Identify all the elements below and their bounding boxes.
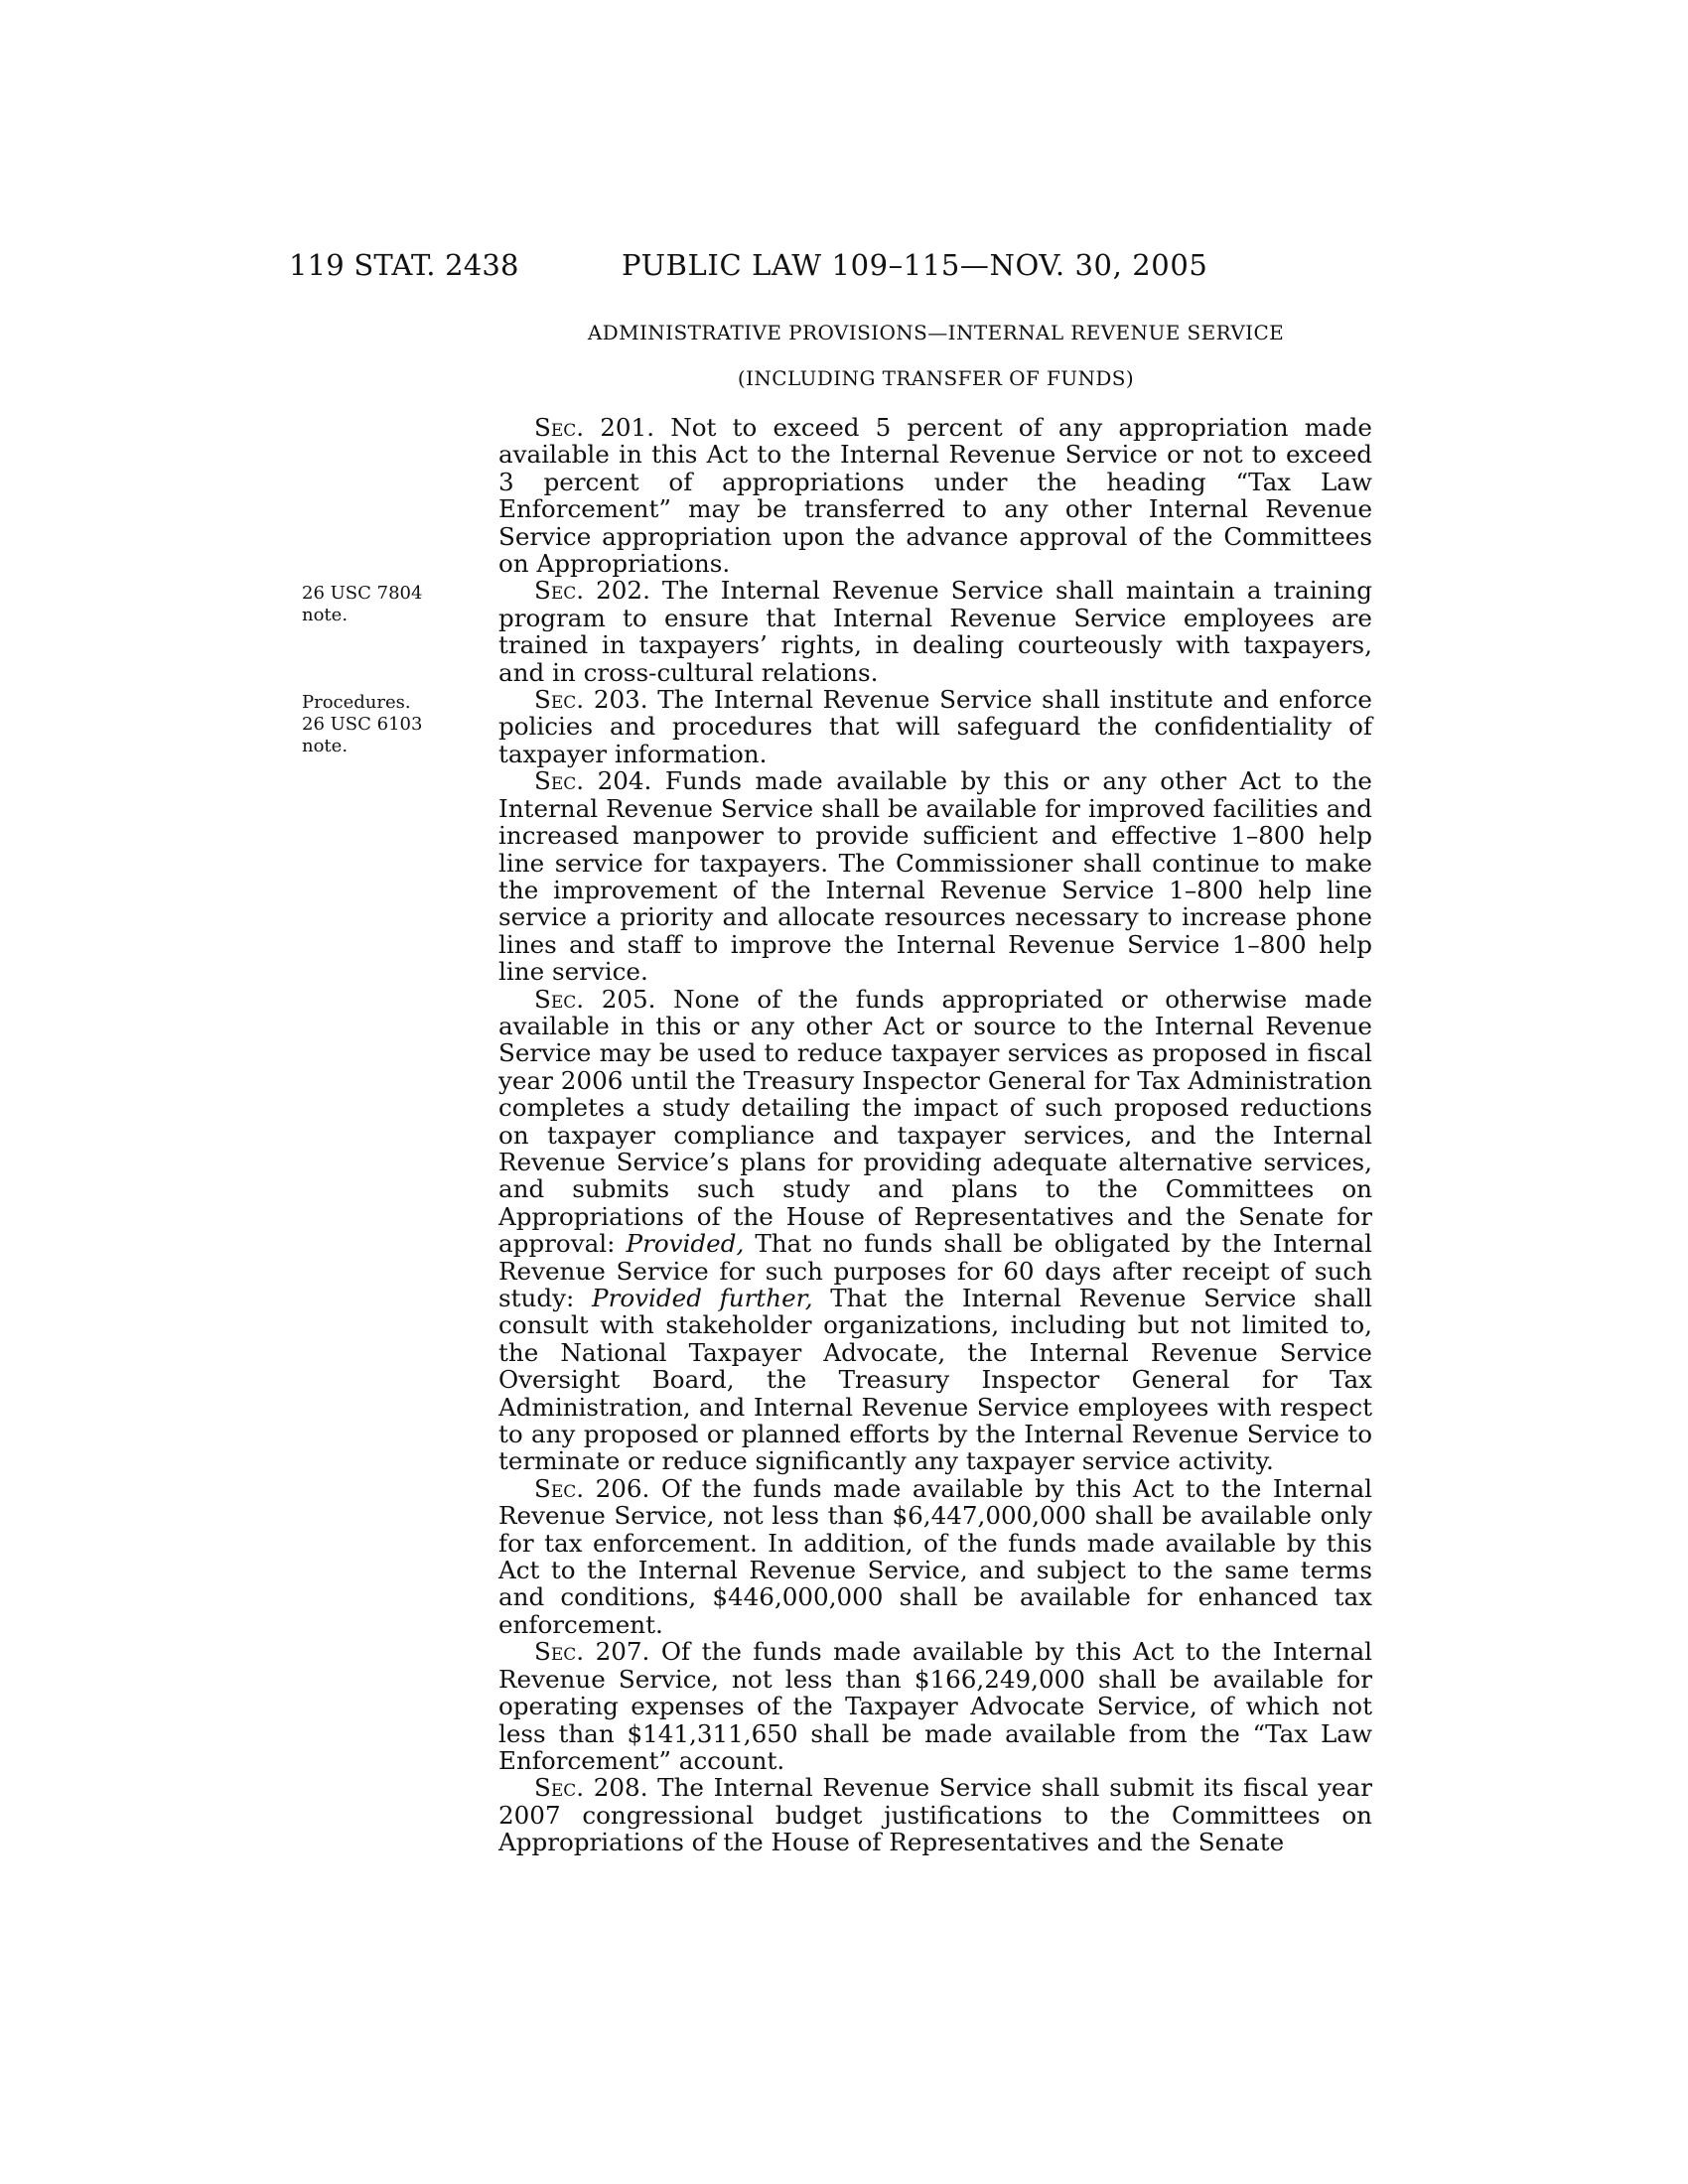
running-head xyxy=(0,248,1688,288)
section-205 xyxy=(498,986,1372,1475)
statute-body xyxy=(498,414,1372,1856)
section-text: The Internal Revenue Service shall institute and enforce policies and procedures that will safeguard the confidentiality of taxpayer information. xyxy=(498,685,1372,768)
section-label: Sec. xyxy=(534,984,585,1014)
section-number: 205. xyxy=(601,984,656,1014)
section-text: The Internal Revenue Service shall maintain a training program to ensure that Internal Revenue Service employees are trained in taxpayers’ rights, in dealing courteously with taxpayers, and in cross-cultural relations. xyxy=(498,576,1372,687)
section-text: That the Internal Revenue Service shall consult with stakeholder organizations, including but not limited to, the National Taxpayer Advocate, the Internal Revenue Service Oversight Board, the Treasury Inspector General for Tax Administration, and Internal Revenue Service employees with respect to any proposed or planned efforts by the Internal Revenue Service to terminate or reduce significantly any taxpayer service activity. xyxy=(498,1284,1372,1476)
section-label: Sec. xyxy=(534,1773,585,1803)
section-202 xyxy=(498,577,1372,686)
section-number: 207. xyxy=(595,1637,650,1667)
margin-note-line: Procedures. xyxy=(302,692,411,713)
section-text: None of the funds appropriated or otherwise made available in this or any other Act or source to the Internal Revenue Service may be used to reduce taxpayer services as proposed in fiscal year 2006 until the Treasury Inspector General for Tax Administration completes a study detailing the impact of such proposed reductions on taxpayer compliance and taxpayer services, and the Internal Revenue Service’s plans for providing adequate alternative services, and submits such study and plans to the Committees on Appropriations of the House of Representatives and the Senate for approval: xyxy=(498,984,1372,1259)
proviso-term: Provided further, xyxy=(592,1284,813,1312)
section-text: The Internal Revenue Service shall submit its fiscal year 2007 congressional budget justifications to the Committees on Appropriations of the House of Representatives and the Senate xyxy=(498,1773,1372,1857)
section-208 xyxy=(498,1774,1372,1855)
margin-note-line: note. xyxy=(302,736,349,756)
section-number: 206. xyxy=(595,1473,650,1503)
section-text: That no funds shall be obligated by the Internal Revenue Service for such purposes for 60 days after receipt of such study: xyxy=(498,1229,1372,1312)
section-label: Sec. xyxy=(534,1473,585,1503)
margin-note-line: 26 USC 7804 xyxy=(302,583,423,604)
section-label: Sec. xyxy=(534,413,585,442)
section-text: Funds made available by this or any other Act to the Internal Revenue Service shall be available for improved facilities and increased manpower to provide sufficient and effective 1–800 help line service for taxpayers. The Commissioner shall continue to make the improvement of the Internal Revenue Service 1–800 help line service a priority and allocate resources necessary to increase phone lines and staff to improve the Internal Revenue Service 1–800 help line service. xyxy=(498,766,1372,987)
margin-note-line: 26 USC 6103 xyxy=(302,714,423,735)
section-number: 203. xyxy=(593,685,648,715)
section-label: Sec. xyxy=(534,766,585,796)
proviso-term: Provided, xyxy=(626,1229,745,1259)
section-text: Of the funds made available by this Act to the Internal Revenue Service, not less than $166,249,000 shall be available for operating expenses of the Taxpayer Advocate Service, of which not less than $141,311,650 shall be made available from the “Tax Law Enforcement” account. xyxy=(498,1637,1372,1775)
section-201 xyxy=(498,414,1372,577)
section-number: 208. xyxy=(593,1773,648,1803)
section-number: 201. xyxy=(600,413,655,442)
margin-note-usc-7804 xyxy=(302,583,451,626)
section-label: Sec. xyxy=(534,685,585,715)
margin-note-line: note. xyxy=(302,605,349,625)
section-206 xyxy=(498,1475,1372,1638)
section-203 xyxy=(498,686,1372,767)
section-number: 202. xyxy=(596,576,650,606)
section-text: Not to exceed 5 percent of any appropriation made available in this Act to the Internal Revenue Service or not to exceed 3 percent of appropriations under the heading “Tax Law Enforcement” may be transferred to any other Internal Revenue Service appropriation upon the advance approval of the Committees on Appropriations. xyxy=(498,413,1372,579)
section-subheading: (INCLUDING TRANSFER OF FUNDS) xyxy=(737,366,1135,390)
section-text: Of the funds made available by this Act to the Internal Revenue Service, not less than $6,447,000,000 shall be available only for tax enforcement. In addition, of the funds made available by this Act to the Internal Revenue Service, and subject to the same terms and conditions, $446,000,000 shall be available for enhanced tax enforcement. xyxy=(498,1473,1372,1639)
section-label: Sec. xyxy=(534,576,585,606)
statute-page-reference: 119 STAT. 2438 xyxy=(289,248,519,282)
margin-note-procedures xyxy=(302,692,451,757)
public-law-reference: PUBLIC LAW 109–115—NOV. 30, 2005 xyxy=(622,248,1208,282)
section-207 xyxy=(498,1638,1372,1774)
section-number: 204. xyxy=(597,766,652,796)
section-204 xyxy=(498,767,1372,985)
section-label: Sec. xyxy=(534,1637,585,1667)
section-heading: ADMINISTRATIVE PROVISIONS—INTERNAL REVENUE SERVICE xyxy=(587,321,1285,344)
